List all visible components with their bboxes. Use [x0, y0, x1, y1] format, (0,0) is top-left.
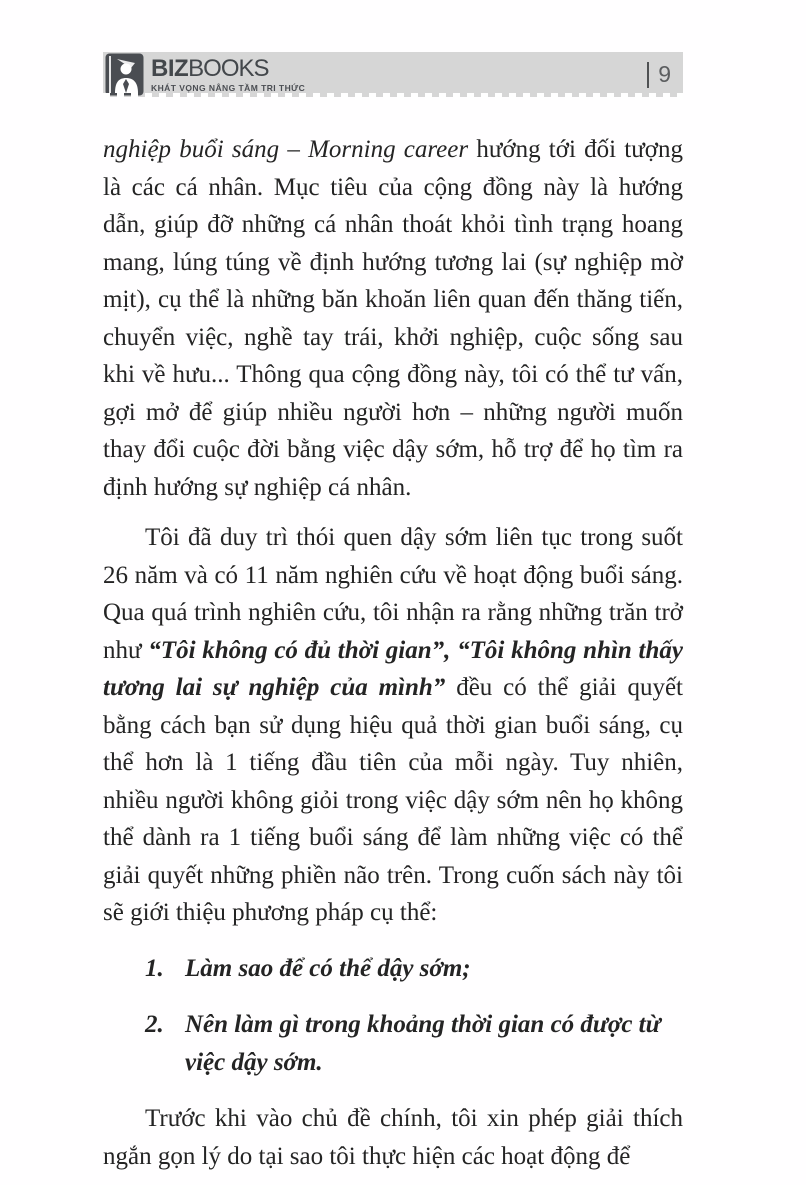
bizbooks-man-logo-icon — [105, 53, 144, 96]
habit-rest: đều có thể giải quyết bằng cách bạn sử dụng hiệu quả thời gian buổi sáng, cụ thể hơn là 1 tiếng đầu tiên của mỗi ngày. Tuy nhiên, nhiều người không giỏi trong việc dậy sớm nên họ không thể dành ra 1 tiếng buổi sáng để làm những việc có thể giải quyết những phiền não trên. Trong cuốn sách này tôi sẽ giới thiệu phương pháp cụ thể: — [103, 674, 683, 926]
page-number-value: 9 — [658, 61, 671, 87]
paragraph-habit-research — [103, 519, 683, 932]
opening-rest: hướng tới đối tượng là các cá nhân. Mục tiêu của cộng đồng này là hướng dẫn, giúp đỡ những cá nhân thoát khỏi tình trạng hoang mang, lúng túng về định hướng tương lai (sự nghiệp mờ mịt), cụ thể là những băn khoăn liên quan đến thăng tiến, chuyển việc, nghề tay trái, khởi nghiệp, cuộc sống sau khi về hưu... Thông qua cộng đồng này, tôi có thể tư vấn, gợi mở để giúp nhiều người hơn – những người muốn thay đổi cuộc đời bằng việc dậy sớm, hỗ trợ để họ tìm ra định hướng sự nghiệp cá nhân. — [103, 136, 684, 501]
brand-tagline: KHÁT VỌNG NÂNG TẦM TRI THỨC — [151, 82, 306, 93]
brand-name — [151, 54, 305, 82]
opening-italic-lead: nghiệp buổi sáng – Morning career — [103, 136, 469, 163]
list-item-1-text: Làm sao để có thể dậy sớm; — [185, 954, 471, 982]
brand-biz: BIZ — [151, 54, 189, 82]
habit-quoted-worries: “Tôi không có đủ thời gian”, “Tôi không nhìn thấy tương lai sự nghiệp của mình” — [103, 636, 683, 701]
page-body — [103, 131, 683, 1188]
page-header — [103, 52, 683, 97]
list-item-1-number: 1. — [145, 954, 164, 982]
habit-intro: Tôi đã duy trì thói quen dậy sớm liên tục trong suốt 26 năm và có 11 năm nghiên cứu về hoạt động buổi sáng. Qua quá trình nghiên cứu, tôi nhận ra rằng những trăn trở như — [103, 524, 683, 664]
method-list — [103, 950, 683, 1082]
brand-books: BOOKS — [188, 54, 269, 82]
paragraph-opening — [103, 131, 683, 506]
page-number — [647, 61, 671, 88]
list-item-2-text: Nên làm gì trong khoảng thời gian có được từ việc dậy sớm. — [185, 1011, 661, 1076]
brand-text — [151, 54, 306, 93]
paragraph-closing: Trước khi vào chủ đề chính, tôi xin phép giải thích ngắn gọn lý do tại sao tôi thực hiện các hoạt động để — [103, 1105, 683, 1170]
page-number-separator — [647, 62, 649, 88]
list-item-2 — [103, 1006, 683, 1081]
list-item-2-number: 2. — [145, 1011, 164, 1038]
bizbooks-logo — [105, 53, 305, 96]
list-item-1 — [103, 950, 683, 988]
